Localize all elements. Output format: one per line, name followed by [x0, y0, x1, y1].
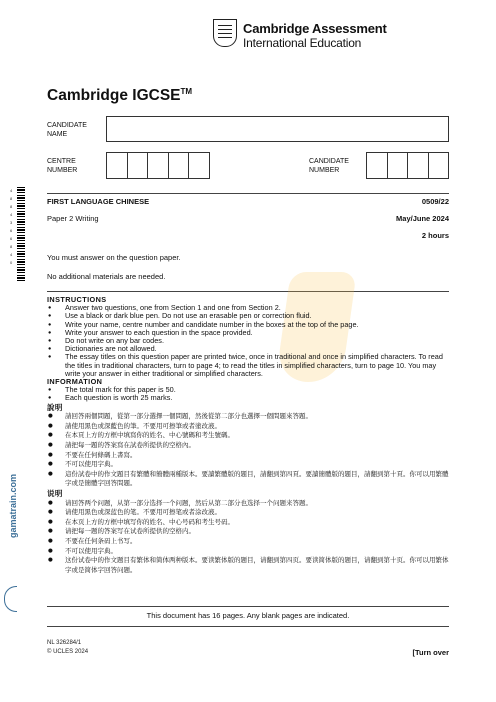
instruction-item: ● Dictionaries are not allowed. [47, 345, 449, 353]
traditional-item: ● 不可以使用字典。 [47, 460, 449, 470]
instruction-item: ● Write your answer to each question in the space provided. [47, 329, 449, 337]
instruction-item: ● Do not write on any bar codes. [47, 337, 449, 345]
divider [47, 193, 449, 194]
simplified-heading: 说明 [47, 488, 63, 498]
instruction-item: ● The essay titles on this question paper are printed twice, once in traditional and once in simplified characters. To read the titles in traditional characters, turn to page 4; to read the titles in simplified characters, turn to page 10. You may write your answer in either traditional or simplified characters. [47, 353, 449, 378]
divider [47, 626, 449, 627]
paper-name: Paper 2 Writing [47, 214, 99, 223]
simplified-item: ● 请使用黑色或深蓝色的笔。不要用可擦笔或者涂改液。 [47, 508, 449, 518]
answer-note: You must answer on the question paper. [47, 253, 181, 262]
instruction-item: ● Answer two questions, one from Section 1 and one from Section 2. [47, 304, 449, 312]
traditional-item: ● 不要在任何條碼上書寫。 [47, 451, 449, 461]
candidate-number-label: CANDIDATE NUMBER [309, 158, 349, 174]
watermark-arc-icon [4, 586, 17, 612]
simplified-item: ● 不可以使用字典。 [47, 547, 449, 557]
paper-code: 0509/22 [421, 197, 449, 206]
site-watermark: gamatrain.com [8, 473, 18, 538]
information-heading: INFORMATION [47, 377, 103, 387]
instructions-heading: INSTRUCTIONS [47, 295, 107, 304]
information-item: ● Each question is worth 25 marks. [47, 394, 449, 402]
page-count-note: This document has 16 pages. Any blank pages are indicated. [146, 611, 350, 620]
centre-number-field[interactable] [106, 152, 210, 179]
divider [47, 291, 449, 292]
simplified-item: ● 这份试卷中的作文题目有繁体和简体两种版本。要读繁体版的题目，请翻到第四页。要读简体版的题目，请翻到第十页。你可以用繁体字或是简体字回答问题。 [47, 556, 449, 575]
information-item: ● The total mark for this paper is 50. [47, 386, 449, 394]
barcode-digits: 4 8 8 4 3 6 6 8 4 0 [10, 188, 13, 265]
simplified-item: ● 请把每一题的答案写在试卷所提供的空格内。 [47, 527, 449, 537]
instruction-item: ● Write your name, centre number and candidate number in the boxes at the top of the page. [47, 321, 449, 329]
candidate-name-label: CANDIDATE NAME [47, 122, 87, 138]
instructions-block [47, 296, 449, 575]
traditional-item: ● 這份試卷中的作文題目有繁體和簡體兩種版本。要讀繁體版的題目，請翻到第四頁。要讀簡體版的題目，請翻到第十頁。你可以用繁體字或是簡體字回答問題。 [47, 470, 449, 489]
materials-note: No additional materials are needed. [47, 272, 166, 281]
traditional-item: ● 在本頁上方的方框中填寫你的姓名、中心號碼和考生號碼。 [47, 431, 449, 441]
cambridge-crest-icon [213, 19, 237, 47]
subject-title: FIRST LANGUAGE CHINESE [47, 197, 150, 206]
barcode [17, 187, 25, 283]
centre-number-label: CENTRE NUMBER [47, 158, 78, 174]
document-reference: NL 32628​4/1 [47, 640, 82, 646]
simplified-item: ● 请回答两个问题，从第一部分选择一个问题，然后从第二部分也选择一个问题来答题。 [47, 499, 449, 509]
simplified-item: ● 在本页上方的方框中填写你的姓名、中心号码和考生号码。 [47, 518, 449, 528]
exam-session: May/June 2024 [396, 214, 449, 223]
turn-over-label: [Turn over [412, 648, 449, 657]
traditional-heading: 說明 [47, 402, 63, 412]
org-name-line1: Cambridge Assessment [243, 21, 387, 36]
instruction-item: ● Use a black or dark blue pen. Do not use an erasable pen or correction fluid. [47, 312, 449, 320]
page-title: Cambridge IGCSE™ [47, 87, 193, 105]
divider [47, 606, 449, 607]
candidate-number-field[interactable] [366, 152, 449, 179]
simplified-item: ● 不要在任何条码上书写。 [47, 537, 449, 547]
traditional-item: ● 請使用黑色或深藍色的筆。不要用可擦筆或者塗改液。 [47, 422, 449, 432]
traditional-item: ● 請回答兩個問題，從第一部分選擇一個問題，然後從第二部分也選擇一個問題來答題。 [47, 412, 449, 422]
traditional-item: ● 請把每一題的答案寫在試卷所提供的空格內。 [47, 441, 449, 451]
org-name-line2: International Education [243, 36, 362, 50]
exam-duration: 2 hours [421, 231, 449, 240]
candidate-name-field[interactable] [106, 116, 449, 142]
copyright: © UCLES 2024 [47, 649, 89, 655]
